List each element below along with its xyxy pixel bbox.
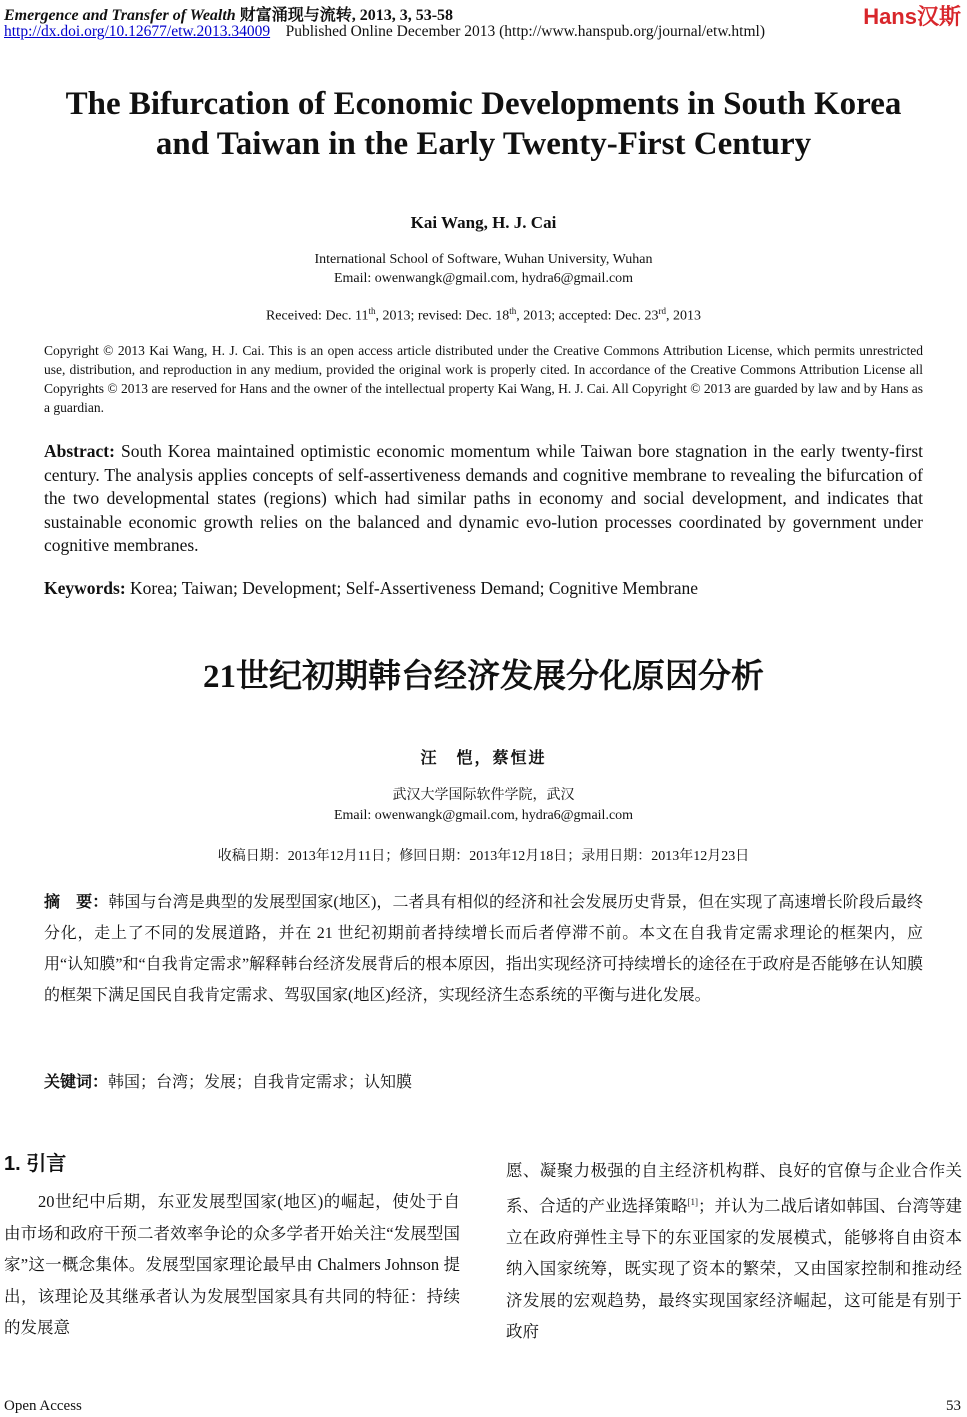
abstract-label-cn: 摘 要： [44, 894, 109, 911]
body-paragraph: 20世纪中后期，东亚发展型国家(地区)的崛起，使处于自由市场和政府干预二者效率争论的众多学者开始关注“发展型国家”这一概念集体。发展型国家理论最早由 Chalmers Johnson 提出，该理论及其继承者认为发展型国家具有共同的特征：持续的发展意 [4, 1192, 460, 1337]
keywords-label: Keywords: [44, 578, 126, 598]
revised: , 2013; revised: Dec. 18 [375, 308, 510, 324]
received-dates-cn: 收稿日期：2013年12月11日；修回日期：2013年12月18日；录用日期：2013年12月23日 [217, 849, 750, 864]
abstract-cn [44, 887, 923, 1011]
authors-cn: 汪 恺，蔡恒进 [420, 750, 547, 767]
abstract-text: South Korea maintained optimistic economic momentum while Taiwan bore stagnation in the early twenty-first century. The analysis applies concepts of self-assertiveness demands and cognitive membrane to revealing the bifurcation of the two developmental states (regions) which had similar paths in economy and social development, and indicates that sustainable economic growth relies on the balanced and dynamic evo-lution processes coordinated by government under cognitive membranes. [44, 441, 923, 555]
journal-name: Emergence and Transfer of Wealth [4, 7, 236, 24]
body-column-left [4, 1186, 460, 1344]
page-number: 53 [946, 1398, 961, 1414]
keywords-text: Korea; Taiwan; Development; Self-Assertiveness Demand; Cognitive Membrane [125, 578, 699, 598]
logo-text-cn: 汉斯 [916, 4, 961, 29]
received-dates [0, 306, 967, 325]
keywords-cn [44, 1069, 412, 1092]
authors: Kai Wang, H. J. Cai [410, 213, 557, 232]
sup: th [368, 306, 376, 316]
affiliation-block-cn [0, 786, 967, 826]
affiliation-block [0, 250, 967, 288]
received: Received: Dec. 11 [265, 308, 369, 324]
paper-title-cn: 21世纪初期韩台经济发展分化原因分析 [203, 659, 764, 695]
body-text: ；并认为二战后诸如韩国、台湾等建立在政府弹性主导下的东亚国家的发展模式，能够将自由资本纳入国家统筹，既实现了资本的繁荣，又由国家控制和推动经济发展的宏观趋势，最终实现国家经济崛起，这可能是有别于政府 [506, 1196, 962, 1341]
affiliation: International School of Software, Wuhan University, Wuhan [314, 252, 653, 267]
accepted: , 2013; accepted: Dec. 23 [516, 308, 659, 324]
publication-line [4, 23, 765, 41]
journal-name-cn: 财富涌现与流转 [239, 7, 352, 24]
body-text: 愿、凝聚力极强的自主经济机构群、良好的官僚与企业合作关系、合适的产业选择策略 [506, 1161, 962, 1215]
footer-open-access: Open Access [4, 1398, 82, 1414]
logo-text: Hans [863, 4, 917, 29]
journal-header [4, 2, 453, 25]
copyright-notice: Copyright © 2013 Kai Wang, H. J. Cai. This is an open access article distributed under the Creative Commons Attribution License, which permits unrestricted use, distribution, and reproduction in any medium, provided the original work is properly cited. In accordance of the Creative Commons Attribution License all Copyrights © 2013 are reserved for Hans and the owner of the intellectual property Kai Wang, H. J. Cai. All Copyright © 2013 are guarded by law and by Hans as a guardian. [44, 343, 923, 415]
sup: th [509, 306, 517, 316]
doi-link[interactable]: http://dx.doi.org/10.12677/etw.2013.34009 [4, 23, 271, 40]
keywords-label-cn: 关键词： [44, 1074, 109, 1091]
keywords-text-cn: 韩国；台湾；发展；自我肯定需求；认知膜 [108, 1074, 413, 1091]
publisher-logo [863, 0, 961, 31]
section-heading: 1. 引言 [4, 1153, 67, 1175]
citation: , 2013, 3, 53-58 [351, 7, 454, 24]
abstract-label: Abstract: [44, 441, 115, 461]
year: , 2013 [666, 308, 702, 324]
email: Email: owenwangk@gmail.com, hydra6@gmail.com [333, 271, 634, 286]
paper-title: The Bifurcation of Economic Developments in South Korea and Taiwan in the Early Twenty-First Century [65, 86, 902, 162]
citation-ref[interactable]: [1] [687, 1196, 698, 1207]
email-cn: Email: owenwangk@gmail.com, hydra6@gmail.com [333, 808, 634, 823]
abstract-text-cn: 韩国与台湾是典型的发展型国家(地区)，二者具有相似的经济和社会发展历史背景，但在实现了高速增长阶段后最终分化，走上了不同的发展道路，并在 21 世纪初期前者持续增长而后者停滞不前。本文在自我肯定需求理论的框架内，应用“认知膜”和“自我肯定需求”解释韩台经济发展背后的根本原因，指出实现经济可持续增长的途径在于政府是否能够在认知膜的框架下满足国民自我肯定需求、驾驭国家(地区)经济，实现经济生态系统的平衡与进化发展。 [44, 894, 923, 1004]
keywords [44, 578, 698, 599]
abstract [44, 440, 923, 558]
published-info: Published Online December 2013 (http://www.hanspub.org/journal/etw.html) [285, 23, 766, 40]
body-column-right [506, 1155, 962, 1348]
sup: rd [658, 306, 667, 316]
affiliation-cn: 武汉大学国际软件学院，武汉 [392, 788, 575, 803]
